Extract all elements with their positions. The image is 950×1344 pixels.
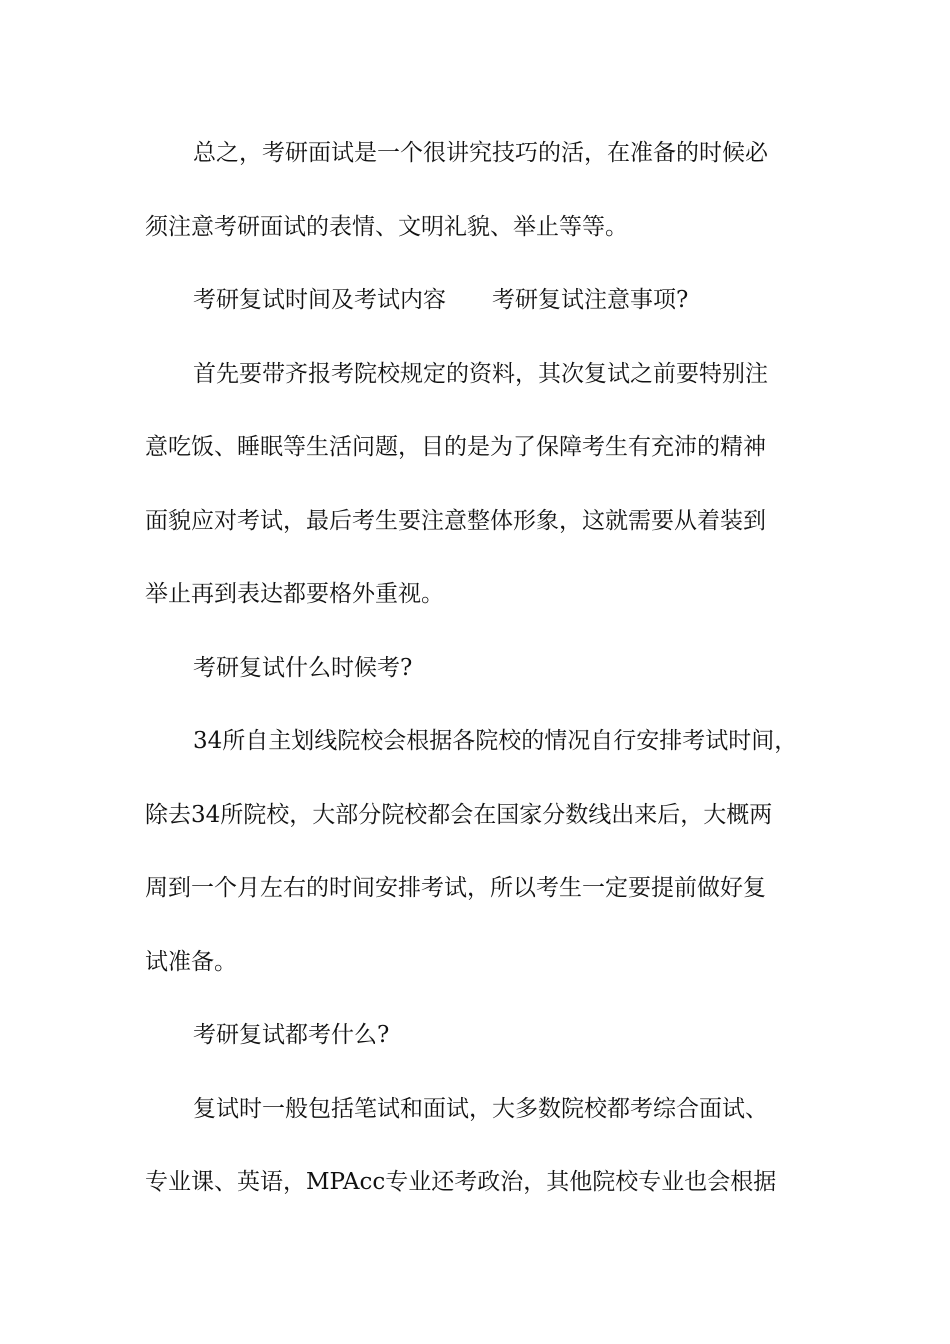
text-line: 试准备。: [145, 948, 237, 975]
text-line: 首先要带齐报考院校规定的资料，其次复试之前要特别注: [193, 360, 768, 387]
text-line: 除去34所院校，大部分院校都会在国家分数线出来后，大概两: [145, 801, 773, 828]
text-line: 总之，考研面试是一个很讲究技巧的活，在准备的时候必: [193, 140, 768, 166]
section-heading-line: [145, 280, 810, 354]
text-line: 面貌应对考试，最后考生要注意整体形象，这就需要从着装到: [145, 507, 766, 534]
heading-exam-notes: 考研复试注意事项?: [492, 287, 689, 313]
text-line: 专业课、英语，MPAcc专业还考政治，其他院校专业也会根据: [145, 1169, 777, 1195]
section-heading: 考研复试都考什么?: [193, 1022, 390, 1048]
text-line: 举止再到表达都要格外重视。: [145, 581, 444, 607]
section-heading: 考研复试什么时候考?: [193, 654, 413, 681]
text-line: 须注意考研面试的表情、文明礼貌、举止等等。: [145, 213, 628, 240]
text-line: 34所自主划线院校会根据各院校的情况自行安排考试时间，: [193, 728, 798, 754]
heading-exam-time-content: 考研复试时间及考试内容: [193, 287, 446, 313]
text-line: 周到一个月左右的时间安排考试，所以考生一定要提前做好复: [145, 875, 766, 901]
text-line: 意吃饭、睡眠等生活问题，目的是为了保障考生有充沛的精神: [145, 434, 766, 460]
text-line: 复试时一般包括笔试和面试，大多数院校都考综合面试、: [193, 1095, 768, 1122]
document-body: [145, 133, 810, 1236]
